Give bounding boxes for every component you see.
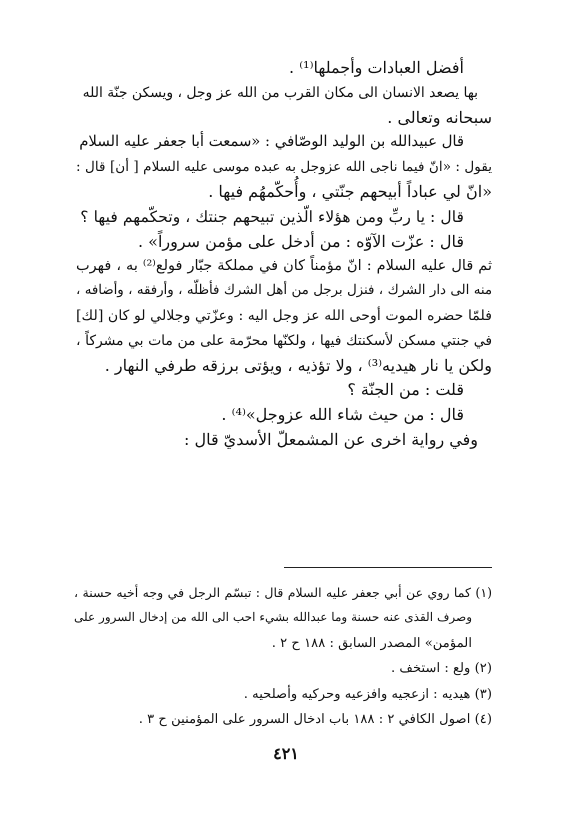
footnote-line: (٤) اصول الكافي ٢ : ١٨٨ باب ادخال السرور على المؤمنين ح ٣ .	[138, 712, 492, 728]
body-line: قلت : من الجنّة ؟	[347, 380, 464, 400]
body-line: في جنتي مسكن لأسكنتك فيها ، ولكنّها محرّمة على من مات بي مشركاً ،	[76, 332, 492, 349]
body-line: يقول : «انّ فيما ناجى الله عزوجل به عبده موسى عليه السلام [ أن] قال :	[76, 159, 492, 176]
body-line: فلمّا حضره الموت أوحى الله عز وجل اليه : وعزّتي وجلالي لو كان [لك]	[76, 307, 492, 324]
body-line: ثم قال عليه السلام : انّ مؤمناً كان في مملكة جبّار فولع⁽²⁾ به ، فهرب	[76, 258, 492, 275]
footnote-line: (٣) هيديه : ازعجيه وافزعيه وحركيه وأصلحيه .	[243, 686, 492, 702]
footnote-divider	[284, 567, 492, 568]
body-line: قال : يا ربِّ ومن هؤلاء الّذين تبيحهم جنتك ، وتحكّمهم فيها ؟	[80, 206, 464, 226]
body-line: ولكن يا نار هيديه⁽³⁾ ، ولا تؤذيه ، ويؤتى برزقه طرفي النهار .	[104, 355, 492, 375]
body-line: قال عبيدالله بن الوليد الوصّافي : «سمعت أبا جعفر عليه السلام	[79, 133, 464, 151]
body-text	[76, 56, 492, 453]
footnote-line: وصرف القذى عنه حسنة وما عبدالله بشيء احب الى الله من إدخال السرور على	[74, 610, 472, 625]
body-line: قال : من حيث شاء الله عزوجل»⁽⁴⁾ .	[221, 405, 464, 425]
body-line: منه الى دار الشرك ، فنزل برجل من أهل الشرك فأظلّه ، وأرفقه ، وأضافه ،	[76, 283, 492, 299]
page-number: ٤٢١	[273, 744, 299, 763]
body-line: وفي رواية اخرى عن المشمعلّ الأسديّ قال :	[183, 429, 478, 449]
body-line: قال : عزّت الآوّه : من أدخل على مؤمن سروراً» .	[137, 231, 464, 251]
footnote-line: المؤمن» المصدر السابق : ١٨٨ ح ٢ .	[271, 635, 472, 651]
footnote-line: (١) كما روي عن أبي جعفر عليه السلام قال : تبسّم الرجل في وجه أخيه حسنة ،	[74, 585, 492, 600]
footnote-line: (٢) ولع : استخف .	[390, 661, 492, 677]
body-line: بها يصعد الانسان الى مكان القرب من الله عز وجل ، ويسكن جنّة الله	[82, 84, 478, 101]
body-line: أفضل العبادات وأجملها⁽¹⁾ .	[289, 58, 464, 77]
body-line: سبحانه وتعالى .	[387, 107, 492, 127]
footnotes	[74, 580, 492, 732]
body-line: «انّ لي عباداً أبيحهم جنّتي ، وأُحكّمهُم فيها .	[208, 181, 492, 201]
